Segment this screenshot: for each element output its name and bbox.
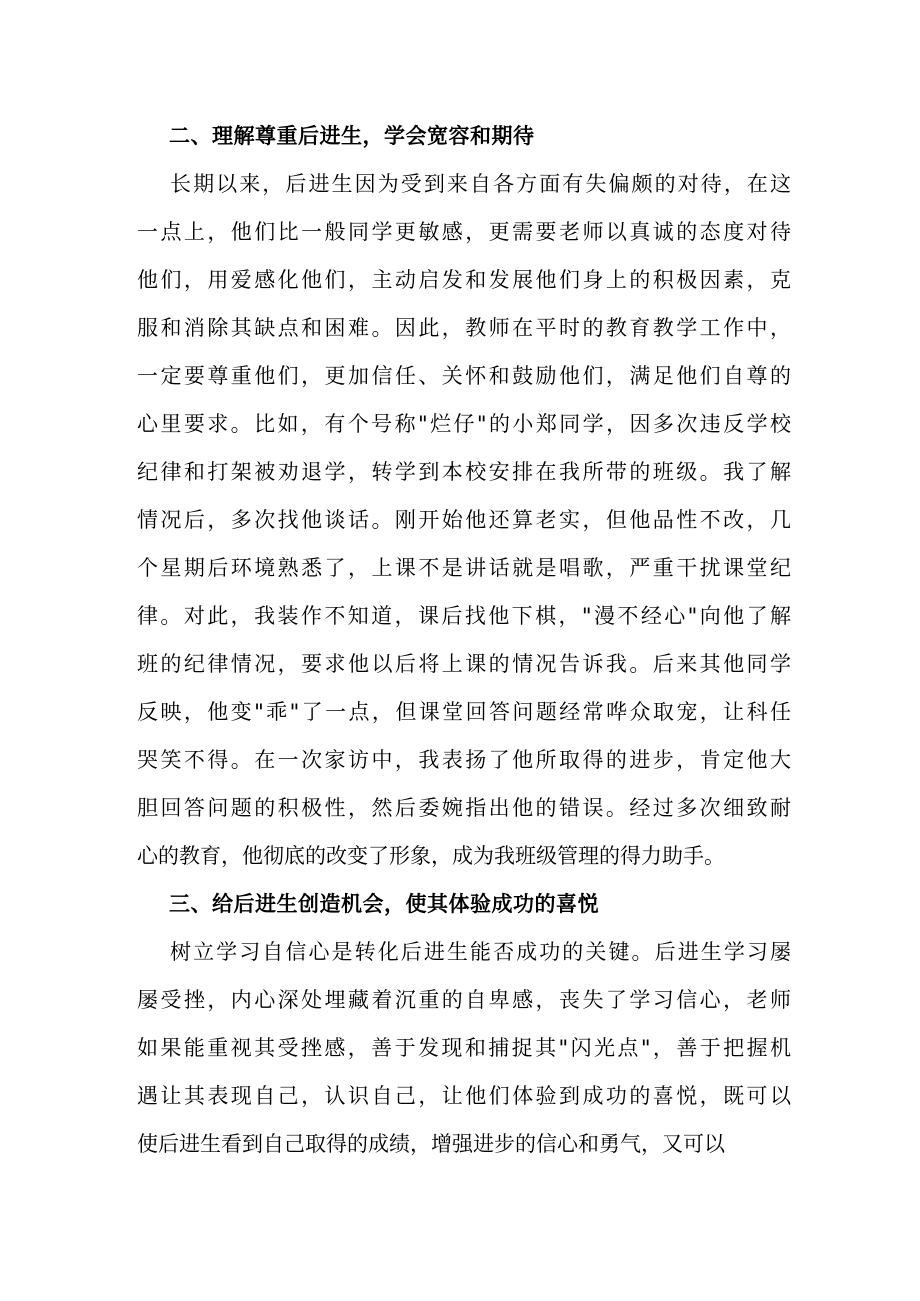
paragraph-line: 长期以来，后进生因为受到来自各方面有失偏颇的对待，在这	[170, 172, 791, 196]
paragraph-line: 遇让其表现自己，认识自己，让他们体验到成功的喜悦，既可以	[137, 1084, 791, 1108]
paragraph-line: 纪律和打架被劝退学，转学到本校安排在我所带的班级。我了解	[137, 460, 791, 484]
paragraph-line: 一点上，他们比一般同学更敏感，更需要老师以真诚的态度对待	[137, 220, 791, 244]
paragraph-line: 他们，用爱感化他们，主动启发和发展他们身上的积极因素，克	[137, 268, 791, 292]
paragraph-line: 一定要尊重他们，更加信任、关怀和鼓励他们，满足他们自尊的	[137, 364, 791, 388]
paragraph-line: 情况后，多次找他谈话。刚开始他还算老实，但他品性不改，几	[137, 508, 791, 532]
paragraph-line: 哭笑不得。在一次家访中，我表扬了他所取得的进步，肯定他大	[137, 748, 791, 772]
paragraph	[137, 928, 791, 1168]
paragraph	[137, 160, 791, 880]
paragraph-line: 屡受挫，内心深处埋藏着沉重的自卑感，丧失了学习信心，老师	[137, 988, 791, 1012]
paragraph-line: 如果能重视其受挫感，善于发现和捕捉其"闪光点"，善于把握机	[137, 1036, 791, 1060]
paragraph-line: 使后进生看到自己取得的成绩，增强进步的信心和勇气，又可以	[137, 1132, 725, 1156]
paragraph-line: 反映，他变"乖"了一点，但课堂回答问题经常哗众取宠，让科任	[137, 700, 791, 724]
section-heading: 二、理解尊重后进生，学会宽容和期待	[169, 124, 535, 148]
paragraph-line: 律。对此，我装作不知道，课后找他下棋，"漫不经心"向他了解	[137, 604, 791, 628]
paragraph-line: 个星期后环境熟悉了，上课不是讲话就是唱歌，严重干扰课堂纪	[137, 556, 791, 580]
paragraph-line: 班的纪律情况，要求他以后将上课的情况告诉我。后来其他同学	[137, 652, 791, 676]
paragraph-line: 服和消除其缺点和困难。因此，教师在平时的教育教学工作中，	[137, 316, 791, 340]
paragraph-line: 心的教育，他彻底的改变了形象，成为我班级管理的得力助手。	[137, 844, 725, 868]
section-heading: 三、给后进生创造机会，使其体验成功的喜悦	[169, 892, 599, 916]
paragraph-line: 心里要求。比如，有个号称"烂仔"的小郑同学，因多次违反学校	[137, 412, 791, 436]
document-body	[137, 112, 791, 1168]
document-page	[137, 112, 791, 1168]
paragraph-line: 胆回答问题的积极性，然后委婉指出他的错误。经过多次细致耐	[137, 796, 791, 820]
paragraph-line: 树立学习自信心是转化后进生能否成功的关键。后进生学习屡	[170, 940, 791, 964]
